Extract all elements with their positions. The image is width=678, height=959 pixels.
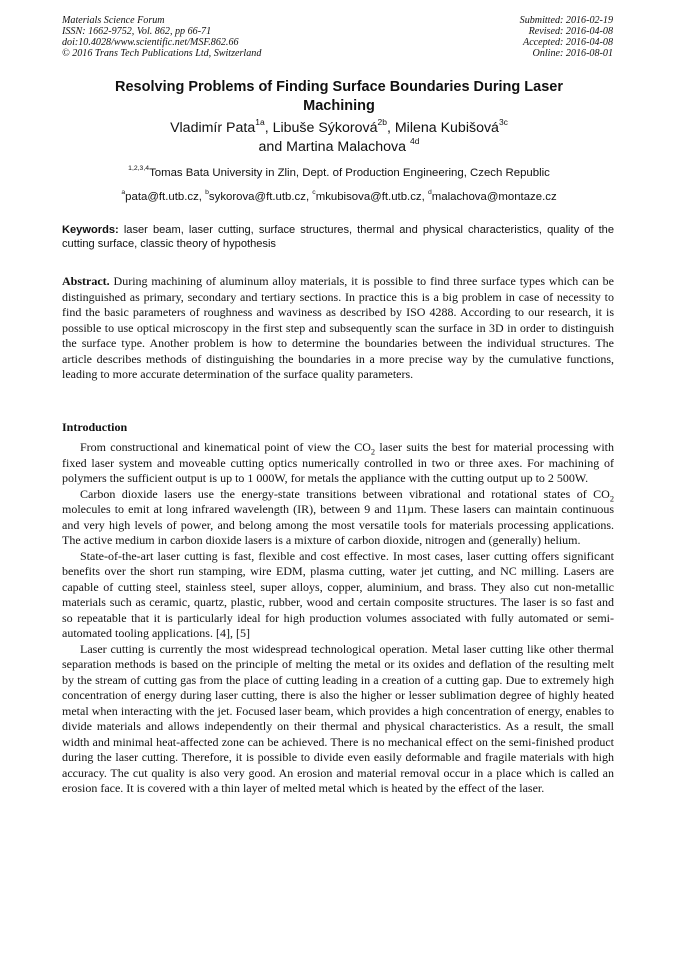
paragraph: Laser cutting is currently the most widespread technological operation. Metal laser cutting like other thermal separation methods is based on the principle of melting the metal or its oxides and deflation of the resulting melt by the stream of cutting gas from the place of cutting leading in a creation of a cutting gap. Due to extremely high concentration of energy during laser cutting, there is also the higher or lesser sublimation degree of highly heated metal when interacting with the jet. Focused laser beam, which provides a high concentration of energy, enables to divide materials and allows independently on their thermal and physical characteristics. As a result, the small width and minimal heat-affected zone can be achieved. There is no mechanical effect on the semi-finished product during the laser cutting. Therefore, it is possible to divide even easily deformable and fragile materials with high accuracy. The cut quality is also very good. An erosion and material removal occur in a place which is called an erosion face. It is covered with a thin layer of melted metal which is heated by the effect of the laser. <box>62 641 614 795</box>
email-link[interactable]: malachova@montaze.cz <box>431 191 557 203</box>
abstract <box>62 274 614 383</box>
issn: ISSN: 1662-9752, Vol. 862, pp 66-71 <box>62 26 212 37</box>
journal-meta <box>62 15 261 59</box>
author-name: Milena Kubišová <box>394 120 499 136</box>
abstract-label: Abstract. <box>62 274 110 288</box>
author-sup: 3c <box>498 117 508 127</box>
affiliation-sup: 1,2,3,4 <box>128 165 150 173</box>
revised-date: Revised: 2016-04-08 <box>528 26 613 37</box>
authors-line-1: Vladimír Pata$^{1a}$, Libuše Sýkorová$^{2b}$, Milena Kubišová$^{3c}$ <box>170 117 508 136</box>
paper-title <box>80 78 598 116</box>
paragraph: From constructional and kinematical point of view the $CO_2$ laser suits the best for material processing with fixed laser system and moveable cutting optics numerically controlled in two or three axes. For machining of polymers the sufficient output is up to 1 000W, for metals the appliance with the cutting output up to 2 500W. <box>62 440 614 485</box>
author-name: and Martina Malachova <box>258 139 407 155</box>
email-link[interactable]: mkubisova@ft.utb.cz, <box>315 191 428 203</box>
email-link[interactable]: pata@ft.utb.cz, <box>125 191 206 203</box>
email-list: $^a$pata@ft.utb.cz, $^b$sykorova@ft.utb.cz, $^c$mkubisova@ft.utb.cz, $^d$malachova@montaze.cz <box>121 189 557 203</box>
paragraph: State-of-the-art laser cutting is fast, flexible and cost effective. In most cases, laser cutting offers significant benefits over the short run stamping, wire EDM, plasma cutting, water jet cutting, and NC milling. Lasers are capable of cutting steel, stainless steel, super alloys, copper, aluminium, and brass. They also cut non-metallic materials such as ceramic, quartz, plastic, rubber, wood and certain composite structures. The laser is so fast and so repeatable that it is particularly ideal for high production volumes associated with fully automated or semi-automated tooling applications. [4], [5] <box>62 548 614 640</box>
author-name: Libuše Sýkorová <box>272 120 378 136</box>
keywords <box>62 223 614 251</box>
accepted-date: Accepted: 2016-04-08 <box>523 37 613 48</box>
author-sup: 4d <box>409 136 420 146</box>
affiliation-text: Tomas Bata University in Zlin, Dept. of Production Engineering, Czech Republic <box>149 167 550 179</box>
copyright: © 2016 Trans Tech Publications Ltd, Switzerland <box>62 48 262 59</box>
abstract-text: During machining of aluminum alloy materials, it is possible to find three surface types which can be distinguished as primary, secondary and tertiary sections. In practice this is a big problem in case of necessity to find the basic parameters of roughness and waviness as described by ISO 4288. According to our research, it is possible to use optical microscopy in the first step and subsequently scan the surface in 3D in order to distinguish the surface type. Another problem is how to determine the boundaries between the individual structures. The article describes methods of distinguishing the boundaries in a more precise way by the cumulative functions, leading to more accurate determination of the surface quality parameters. <box>62 274 614 381</box>
author-sup: 2b <box>377 117 387 127</box>
journal-name: Materials Science Forum <box>62 15 165 26</box>
dates-meta <box>520 15 613 59</box>
authors-line-2 <box>70 138 608 157</box>
title-line-1: Resolving Problems of Finding Surface Boundaries During Laser <box>115 79 563 95</box>
paragraph: Carbon dioxide lasers use the energy-state transitions between vibrational and rotational states of $CO_2$ molecules to emit at long infrared wavelength (IR), between 9 and 11µm. These lasers can maintain continuous and very high levels of power, and belong among the most versatile tools for materials processing applications. The active medium in carbon dioxide lasers is a mixture of carbon dioxide, nitrogen and (generally) helium. <box>62 486 614 547</box>
keywords-label: Keywords: <box>62 224 119 236</box>
author-name: Vladimír Pata <box>170 120 256 136</box>
keywords-text: laser beam, laser cutting, surface structures, thermal and physical characteristics, quality of the cutting surface, classic theory of hypothesis <box>62 224 614 250</box>
submitted-date: Submitted: 2016-02-19 <box>519 15 613 26</box>
section-heading-introduction: Introduction <box>62 420 128 434</box>
online-date: Online: 2016-08-01 <box>532 48 613 59</box>
author-list <box>70 119 608 157</box>
author-sup: 1a <box>255 117 265 127</box>
email-link[interactable]: sykorova@ft.utb.cz, <box>208 191 313 203</box>
title-line-2: Machining <box>303 98 375 114</box>
introduction-body <box>62 440 614 797</box>
affiliation <box>62 166 616 180</box>
doi: doi:10.4028/www.scientific.net/MSF.862.66 <box>62 37 239 48</box>
